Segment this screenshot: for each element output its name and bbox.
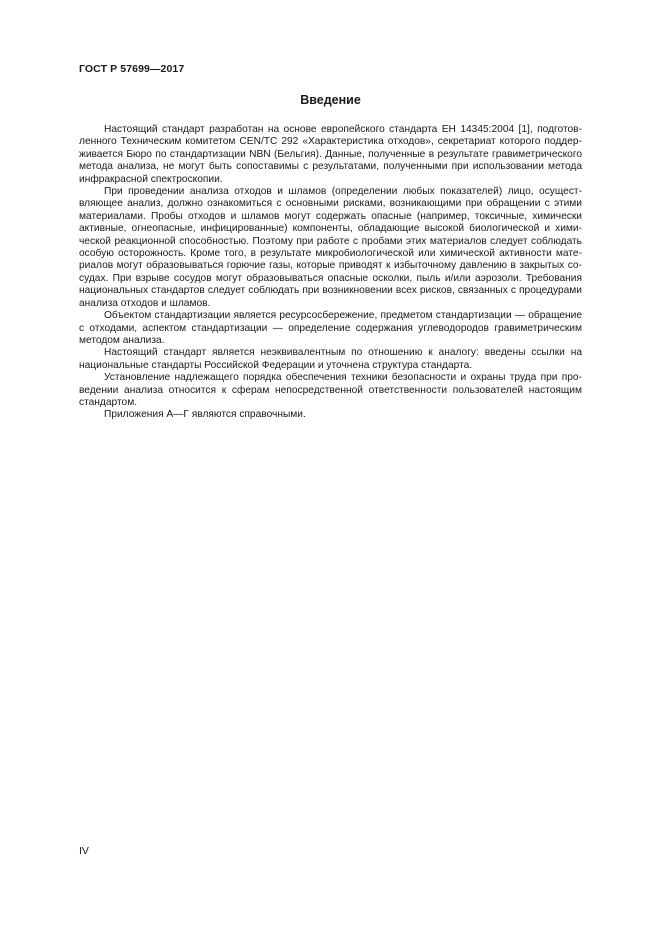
paragraph: Объектом стандартизации является ресурсосбережение, предметом стандартизации — обращение с отходами, аспектом стандартизации — определение содержания углеводородов гравиметрическим методом анализа. [79, 310, 582, 346]
paragraph: Настоящий стандарт является неэквивалентным по отношению к аналогу: введены ссылки на национальные стандарты Российской Федерации и уточнена структура стандарта. [79, 347, 582, 371]
paragraph: При проведении анализа отходов и шламов (определении любых показателей) лицо, осуществляющее анализ, должно ознакомиться с основными рисками, возникающими при обращении с этими материалами. Пробы отходов и шламов могут содержать опасные (например, токсичные, химически активные, огнеопасные, инфицированные) компоненты, обладающие высокой биологической и химической реакционной способностью. Поэтому при работе с пробами этих материалов следует соблюдать особую осторожность. Кроме того, в результате микробиологической или химической активности материалов могут образовываться горючие газы, которые приводят к избыточному давлению в закрытых сосудах. При взрыве сосудов могут образовываться опасные осколки, пыль и/или аэрозоли. Требования национальных стандартов следует соблюдать при возникновении всех рисков, связанных с процедурами анализа отходов и шламов. [79, 186, 582, 309]
document-id-header: ГОСТ Р 57699—2017 [79, 63, 185, 75]
page-number: IV [79, 845, 89, 857]
paragraph: Приложения А—Г являются справочными. [104, 409, 306, 421]
paragraph: Настоящий стандарт разработан на основе европейского стандарта ЕН 14345:2004 [1], подготовленного Техническим комитетом CEN/TC 292 «Характеристика отходов», секретариат которого поддерживается Бюро по стандартизации NBN (Бельгия). Данные, полученные в результате гравиметрического метода анализа, не могут быть сопоставимы с результатами, полученными при использовании метода инфракрасной спектроскопии. [79, 124, 582, 185]
section-title: Введение [300, 93, 361, 107]
paragraph: Установление надлежащего порядка обеспечения техники безопасности и охраны труда при проведении анализа относится к сферам непосредственной ответственности пользователей настоящим стандартом. [79, 372, 582, 408]
section-body [79, 124, 582, 422]
